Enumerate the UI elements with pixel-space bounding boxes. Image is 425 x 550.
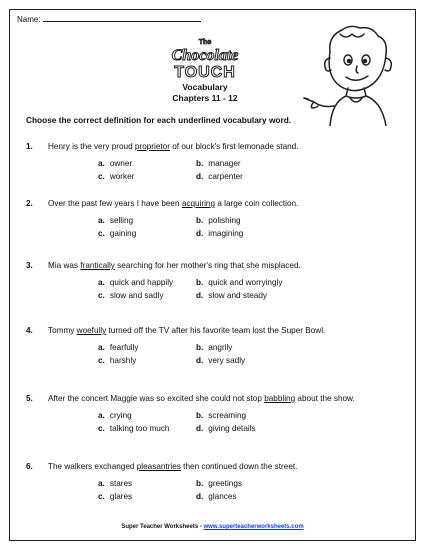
question-2	[26, 199, 406, 238]
option-d[interactable]: d. giving details	[196, 424, 256, 433]
question-number: 5.	[26, 394, 33, 403]
question-text: The walkers exchanged pleasantries then continued down the street.	[48, 462, 298, 471]
option-d[interactable]: d. imagining	[196, 229, 244, 238]
name-field	[17, 13, 201, 24]
option-b[interactable]: b. quick and worryingly	[196, 278, 283, 287]
option-d[interactable]: d. very sadly	[196, 356, 246, 365]
subtitle-vocabulary: Vocabulary	[182, 82, 228, 92]
option-b[interactable]: b. polishing	[196, 216, 241, 225]
subtitle-chapters: Chapters 11 - 12	[172, 93, 238, 103]
option-d[interactable]: d. carpenter	[196, 172, 243, 181]
footer	[0, 524, 425, 530]
vocab-word: proprietor	[134, 142, 170, 151]
question-6	[26, 462, 406, 501]
option-a[interactable]: a. selling	[98, 216, 134, 225]
option-a[interactable]: a. owner	[98, 159, 133, 168]
question-text: Mia was frantically searching for her mother's ring that she misplaced.	[48, 261, 301, 270]
worksheet-subtitle	[150, 82, 260, 104]
instructions: Choose the correct definition for each underlined vocabulary word.	[26, 115, 292, 125]
question-number: 6.	[26, 462, 33, 471]
option-b[interactable]: b. greetings	[196, 479, 242, 488]
option-c[interactable]: c. worker	[98, 172, 135, 181]
option-b[interactable]: b. screaming	[196, 411, 247, 420]
question-4	[26, 326, 406, 365]
option-d[interactable]: d. slow and steady	[196, 291, 267, 300]
chocolate-touch-logo	[150, 36, 260, 80]
vocab-word: frantically	[80, 261, 115, 270]
option-c[interactable]: c. talking too much	[98, 424, 170, 433]
question-text: After the concert Maggie was so excited she could not stop babbling about the show.	[48, 394, 355, 403]
name-label: Name:	[17, 15, 41, 24]
logo-line3: TOUCH	[174, 64, 236, 80]
boy-character-illustration	[300, 22, 412, 126]
option-a[interactable]: a. stares	[98, 479, 133, 488]
option-a[interactable]: a. quick and happily	[98, 278, 174, 287]
question-number: 2.	[26, 199, 33, 208]
question-number: 1.	[26, 142, 33, 151]
name-blank-line[interactable]	[43, 13, 201, 22]
question-text: Tommy woefully turned off the TV after his favorite team lost the Super Bowl.	[48, 326, 326, 335]
footer-brand: Super Teacher Worksheets	[121, 524, 199, 530]
vocab-word: babbling	[264, 394, 296, 403]
option-a[interactable]: a. crying	[98, 411, 132, 420]
logo-line1: The	[198, 39, 212, 46]
question-text: Over the past few years I have been acquiring a large coin collection.	[48, 199, 299, 208]
option-c[interactable]: c. harshly	[98, 356, 137, 365]
vocab-word: pleasantries	[136, 462, 181, 471]
option-c[interactable]: c. slow and sadly	[98, 291, 164, 300]
question-1	[26, 142, 406, 181]
option-d[interactable]: d. glances	[196, 492, 237, 501]
vocab-word: acquiring	[181, 199, 216, 208]
footer-website-link[interactable]: www.superteacherworksheets.com	[203, 524, 304, 530]
question-5	[26, 394, 406, 433]
question-number: 4.	[26, 326, 33, 335]
option-a[interactable]: a. fearfully	[98, 343, 139, 352]
option-c[interactable]: c. gaining	[98, 229, 137, 238]
footer-separator: -	[198, 524, 204, 530]
option-b[interactable]: b. angrily	[196, 343, 233, 352]
question-number: 3.	[26, 261, 33, 270]
vocab-word: woefully	[76, 326, 107, 335]
logo-line2: Chocolate	[171, 47, 239, 64]
option-b[interactable]: b. manager	[196, 159, 241, 168]
question-3	[26, 261, 406, 300]
option-c[interactable]: c. glares	[98, 492, 133, 501]
question-text: Henry is the very proud proprietor of our block's first lemonade stand.	[48, 142, 299, 151]
